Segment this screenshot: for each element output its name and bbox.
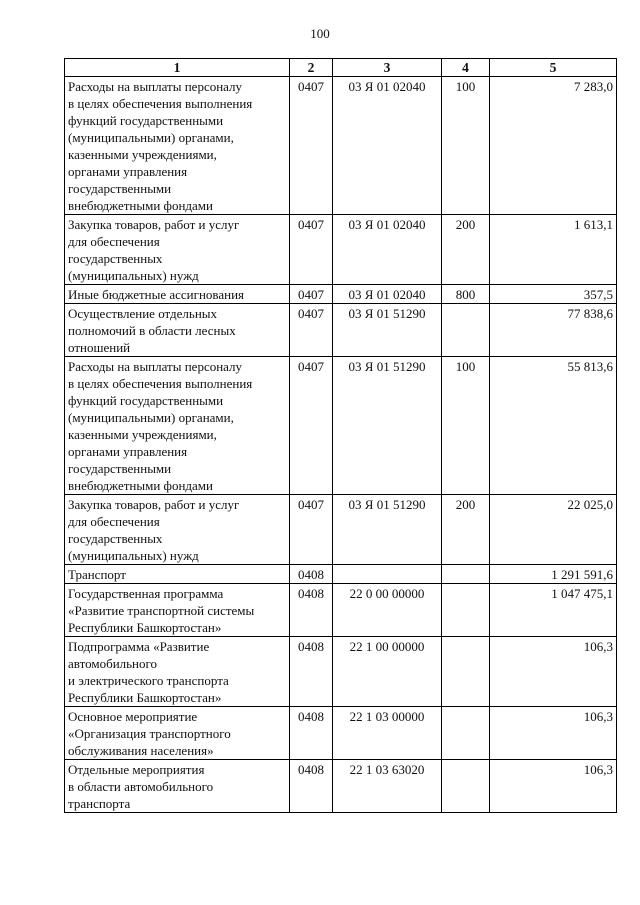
row-target-cell: 22 1 03 00000	[333, 707, 442, 760]
row-target-cell	[333, 565, 442, 584]
table-row	[65, 707, 617, 760]
row-target-cell: 03 Я 01 51290	[333, 304, 442, 357]
row-name-cell: Осуществление отдельных полномочий в области лесных отношений	[65, 304, 290, 357]
row-amount-cell: 1 613,1	[490, 215, 617, 285]
row-name-cell: Иные бюджетные ассигнования	[65, 285, 290, 304]
table-row	[65, 285, 617, 304]
row-type-cell: 200	[442, 215, 490, 285]
row-target-cell: 03 Я 01 02040	[333, 77, 442, 215]
header-row	[65, 59, 617, 77]
row-name-cell: Закупка товаров, работ и услуг для обеспечения государственных (муниципальных) нужд	[65, 215, 290, 285]
row-section-cell: 0407	[290, 357, 333, 495]
row-name-cell: Транспорт	[65, 565, 290, 584]
row-name-cell: Расходы на выплаты персоналу в целях обеспечения выполнения функций государственными (муниципальными) органами, казенными учреждениями, органами управления государственными внебюджетными фондами	[65, 77, 290, 215]
row-amount-cell: 77 838,6	[490, 304, 617, 357]
row-name-cell: Государственная программа «Развитие транспортной системы Республики Башкортостан»	[65, 584, 290, 637]
row-type-cell: 100	[442, 357, 490, 495]
row-amount-cell: 1 047 475,1	[490, 584, 617, 637]
row-section-cell: 0408	[290, 637, 333, 707]
row-name-cell: Отдельные мероприятия в области автомобильного транспорта	[65, 760, 290, 813]
row-section-cell: 0407	[290, 215, 333, 285]
row-type-cell: 100	[442, 77, 490, 215]
table-row	[65, 215, 617, 285]
row-name-cell: Подпрограмма «Развитие автомобильного и электрического транспорта Республики Башкортостан»	[65, 637, 290, 707]
row-type-cell	[442, 584, 490, 637]
row-amount-cell: 7 283,0	[490, 77, 617, 215]
table-row	[65, 77, 617, 215]
table-row	[65, 637, 617, 707]
row-name-cell: Основное мероприятие «Организация транспортного обслуживания населения»	[65, 707, 290, 760]
row-section-cell: 0407	[290, 495, 333, 565]
row-target-cell: 22 0 00 00000	[333, 584, 442, 637]
row-section-cell: 0408	[290, 584, 333, 637]
column-header-5: 5	[490, 59, 617, 77]
row-type-cell	[442, 707, 490, 760]
budget-table	[64, 58, 617, 813]
column-header-3: 3	[333, 59, 442, 77]
row-amount-cell: 106,3	[490, 707, 617, 760]
column-header-4: 4	[442, 59, 490, 77]
row-target-cell: 22 1 00 00000	[333, 637, 442, 707]
row-target-cell: 03 Я 01 02040	[333, 285, 442, 304]
table-row	[65, 565, 617, 584]
row-section-cell: 0408	[290, 565, 333, 584]
table-row	[65, 584, 617, 637]
row-target-cell: 03 Я 01 02040	[333, 215, 442, 285]
row-target-cell: 22 1 03 63020	[333, 760, 442, 813]
column-header-2: 2	[290, 59, 333, 77]
table-body	[65, 77, 617, 813]
row-amount-cell: 55 813,6	[490, 357, 617, 495]
row-type-cell	[442, 637, 490, 707]
row-amount-cell: 22 025,0	[490, 495, 617, 565]
row-type-cell	[442, 304, 490, 357]
row-type-cell: 200	[442, 495, 490, 565]
row-section-cell: 0408	[290, 707, 333, 760]
row-section-cell: 0407	[290, 304, 333, 357]
table-row	[65, 760, 617, 813]
row-target-cell: 03 Я 01 51290	[333, 495, 442, 565]
row-section-cell: 0407	[290, 285, 333, 304]
table-row	[65, 357, 617, 495]
row-amount-cell: 106,3	[490, 637, 617, 707]
row-amount-cell: 357,5	[490, 285, 617, 304]
table-row	[65, 304, 617, 357]
row-section-cell: 0408	[290, 760, 333, 813]
row-type-cell	[442, 760, 490, 813]
row-name-cell: Расходы на выплаты персоналу в целях обеспечения выполнения функций государственными (муниципальными) органами, казенными учреждениями, органами управления государственными внебюджетными фондами	[65, 357, 290, 495]
column-header-1: 1	[65, 59, 290, 77]
page-number: 100	[310, 26, 330, 41]
row-target-cell: 03 Я 01 51290	[333, 357, 442, 495]
row-type-cell	[442, 565, 490, 584]
table-row	[65, 495, 617, 565]
row-amount-cell: 106,3	[490, 760, 617, 813]
row-amount-cell: 1 291 591,6	[490, 565, 617, 584]
row-type-cell: 800	[442, 285, 490, 304]
row-section-cell: 0407	[290, 77, 333, 215]
row-name-cell: Закупка товаров, работ и услуг для обеспечения государственных (муниципальных) нужд	[65, 495, 290, 565]
